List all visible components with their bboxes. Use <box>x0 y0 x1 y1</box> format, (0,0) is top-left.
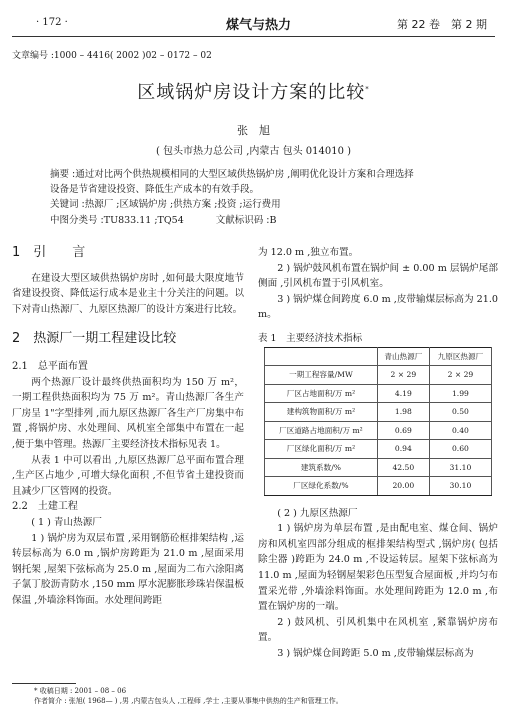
table-row <box>265 403 492 422</box>
clc-value: TU833.11 ;TQ54 <box>103 214 184 226</box>
doc-code <box>216 213 277 228</box>
table-cell: 厂区占地面积/万 m² <box>265 384 378 403</box>
abstract-summary <box>50 167 481 182</box>
qingshan-heading: ( 1 ) 青山热源厂 <box>31 516 102 528</box>
jiuyuan-heading: ( 2 ) 九原区热源厂 <box>277 507 358 519</box>
received-date: * 收稿日期 : 2001 – 08 – 06 <box>34 687 127 695</box>
table-cell: 30.10 <box>429 477 491 496</box>
keywords <box>50 197 481 212</box>
table-header-cell: 青山热源厂 <box>377 347 429 366</box>
author-bio: 作者简介 : 张旭( 1968— ) ,男 ,内蒙古包头人 ,工程师 ,学士 ,主要从事集中供热的生产和管理工作。 <box>34 697 343 705</box>
clc-code <box>50 213 184 228</box>
subsection-heading-layout: 2.1 总平面布置 <box>12 360 88 372</box>
qingshan-paragraph-2: 2 ) 锅炉鼓风机布置在锅炉间 ± 0.00 m 层锅炉尾部侧面 ,引风机布置于引风机室。 <box>258 262 498 290</box>
table-cell: 1.98 <box>377 403 429 422</box>
table-cell: 4.19 <box>377 384 429 403</box>
classification-line <box>50 213 481 228</box>
table-caption: 表 1 主要经济技术指标 <box>258 332 363 344</box>
table-cell: 0.69 <box>377 421 429 440</box>
economic-indicators-table <box>264 347 492 496</box>
table-cell: 1.99 <box>429 384 491 403</box>
abstract-block <box>50 167 481 228</box>
summary-label: 摘要 : <box>50 169 76 180</box>
table-cell: 2 × 29 <box>429 366 491 385</box>
table-row <box>265 458 492 477</box>
header-rule <box>12 36 495 37</box>
doc-code-label: 文献标识码 : <box>215 214 270 226</box>
author: 张 旭 <box>237 124 270 137</box>
table-row <box>265 384 492 403</box>
table-row <box>265 421 492 440</box>
doc-code-value: B <box>269 214 277 226</box>
article-number: 文章编号 :1000 – 4416( 2002 )02 – 0172 – 02 <box>12 51 212 61</box>
qingshan-paragraph-3: 3 ) 锅炉煤仓间跨度 6.0 m ,皮带输煤层标高为 21.0 m。 <box>258 293 499 321</box>
layout-paragraph-1: 两个热源厂设计最终供热面积均为 150 万 m²，一期工程供热面积均为 75 万 m²。青山热源厂各生产厂房呈 1"字型排列 ,而九原区热源厂各生产厂房集中布置 ,将锅炉房、水处理间、风机室全部集中布置在一起 ,便于集中管理。热源厂主要经济技术指标见表 1。 <box>12 376 244 450</box>
table-cell: 0.40 <box>429 421 491 440</box>
footnote-rule <box>12 683 76 684</box>
table-cell: 一期工程容量/MW <box>265 366 378 385</box>
table-cell: 31.10 <box>429 458 491 477</box>
volume-issue: 第 22 卷 第 2 期 <box>397 18 487 31</box>
keywords-label: 关键词 : <box>50 199 85 211</box>
section-heading-intro: 1 引 言 <box>12 245 86 260</box>
table-cell: 建筑系数/% <box>265 458 378 477</box>
jiuyuan-paragraph-3: 3 ) 锅炉煤仓间跨距 5.0 m ,皮带输煤层标高为 <box>277 647 474 659</box>
running-header <box>36 14 487 34</box>
jiuyuan-paragraph-2: 2 ) 鼓风机、引风机集中在风机室 ,紧靠锅炉房布置。 <box>258 616 498 644</box>
section-heading-comparison: 2 热源厂一期工程建设比较 <box>12 331 177 347</box>
journal-name: 煤气与热力 <box>226 18 292 33</box>
table-row <box>265 477 492 496</box>
table-row <box>265 440 492 459</box>
table-cell: 0.60 <box>429 440 491 459</box>
table-header-cell: 九原区热源厂 <box>429 347 491 366</box>
table-row <box>265 366 492 385</box>
footnote <box>34 686 343 706</box>
table-cell: 建构筑物面积/万 m² <box>265 403 378 422</box>
left-column <box>12 245 244 608</box>
subsection-heading-civil: 2.2 土建工程 <box>12 501 78 513</box>
title-footnote-mark: * <box>365 85 370 93</box>
table-cell: 0.94 <box>377 440 429 459</box>
article-title <box>0 78 507 104</box>
layout-paragraph-2: 从表 1 中可以看出 ,九原区热源厂总平面布置合理 ,生产区占地少 ,可增大绿化面积 ,不但节省土建投资而且减少厂区管网的投资。 <box>12 454 244 497</box>
summary-line-1: 通过对比两个供热规模相同的大型区域供热锅炉房 ,阐明优化设计方案和合理选择 <box>75 169 414 180</box>
title-text: 区域锅炉房设计方案的比较 <box>137 82 366 103</box>
intro-paragraph: 在建设大型区域供热锅炉房时 ,如何最大限度地节省建设投资、降低运行成本是业主十分关注的问题。以下对青山热源厂、九原区热源厂的设计方案进行比较。 <box>12 272 244 315</box>
page-number: · 172 · <box>36 17 68 28</box>
affiliation: ( 包头市热力总公司 ,内蒙古 包头 014010 ) <box>155 146 352 157</box>
table-header-cell <box>265 347 378 366</box>
jiuyuan-paragraph-1: 1 ) 锅炉房为单层布置 ,是由配电室、煤仓间、锅炉房和风机室四部分组成的框排架结构型式 ,锅炉房( 包括除尘器 )跨距为 24.0 m ,不设运转层。屋架下弦标高为 11.0 m ,屋面为轻钢屋架彩色压型复合屋面板 ,并均匀布置采光带 ,外墙涂料饰面。水处理间跨距为 12.0 m ,布置在锅炉房的一端。 <box>258 523 498 613</box>
summary-line-2: 设备是节省建设投资、降低生产成本的有效手段。 <box>50 184 260 196</box>
table-cell: 2 × 29 <box>377 366 429 385</box>
qingshan-paragraph-1: 1 ) 锅炉房为双层布置 ,采用钢筋砼框排架结构 ,运转层标高为 6.0 m ,锅炉房跨距为 21.0 m ,屋面采用钢托架 ,屋架下弦标高为 25.0 m ,屋面为二布六涂阳离子氯丁胶沥青防水 ,150 mm 厚水泥膨胀珍珠岩保温板保温 ,外墙涂料饰面。水处理间跨距 <box>12 532 244 606</box>
table-header-row <box>265 347 492 366</box>
table-cell: 厂区绿化系数/% <box>265 477 378 496</box>
table-cell: 0.50 <box>429 403 491 422</box>
clc-label: 中图分类号 : <box>50 214 104 226</box>
table-cell: 42.50 <box>377 458 429 477</box>
table-cell: 20.00 <box>377 477 429 496</box>
table-cell: 厂区道路占地面积/万 m² <box>265 421 378 440</box>
table-cell: 厂区绿化面积/万 m² <box>265 440 378 459</box>
keywords-text: 热源厂 ;区域锅炉房 ;供热方案 ;投资 ;运行费用 <box>84 199 281 211</box>
continued-text: 为 12.0 m ,独立布置。 <box>258 247 359 258</box>
right-column <box>258 245 498 662</box>
